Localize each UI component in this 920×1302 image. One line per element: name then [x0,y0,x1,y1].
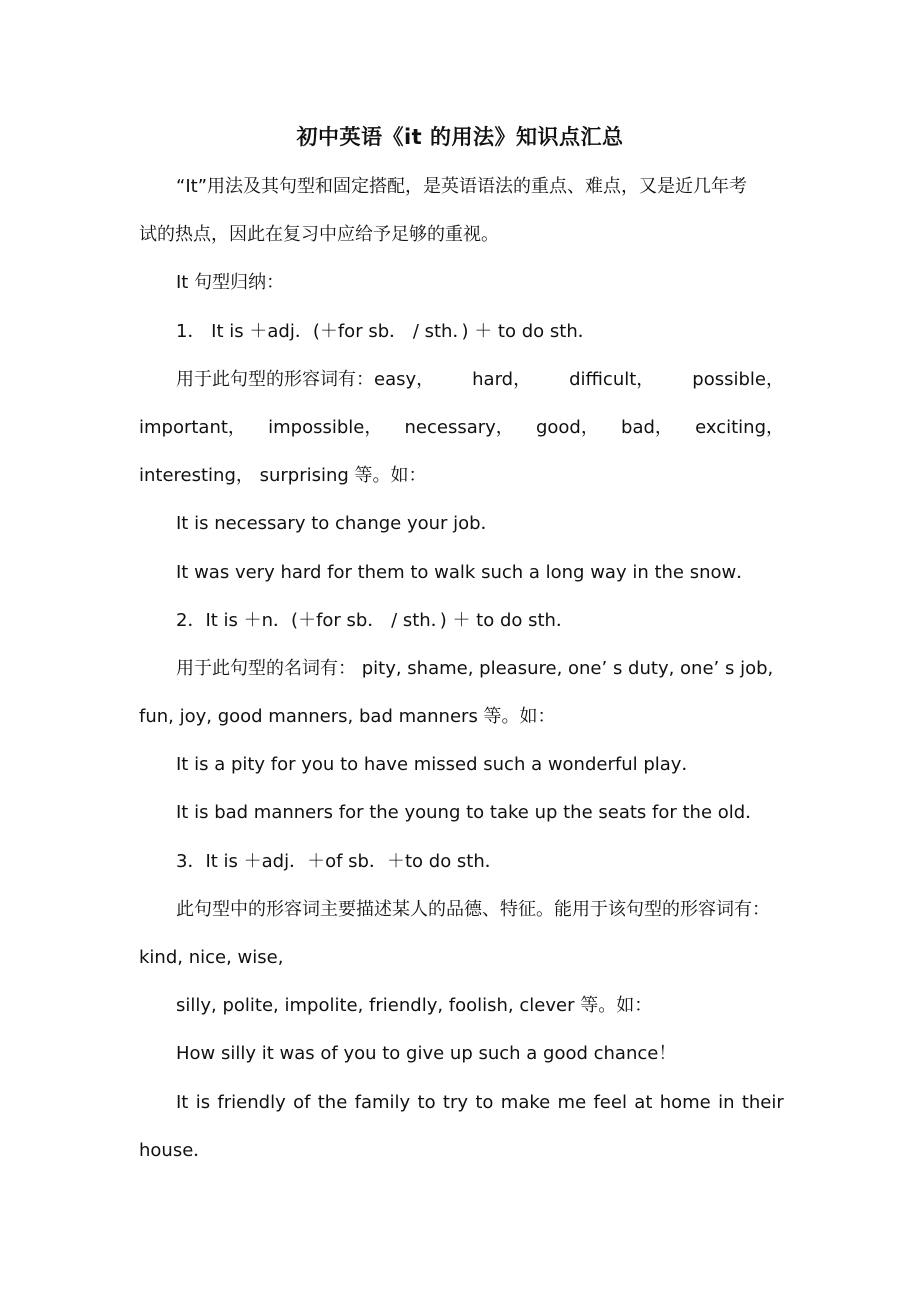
pattern-1-heading: 1． It is ＋adj．(＋for sb． / sth．) ＋ to do sth． [176,320,596,342]
word: their [741,1091,784,1113]
word: friendly [217,1091,286,1113]
word: It [176,1091,189,1113]
pattern-2-desc-line-2: fun, joy, good manners, bad manners 等。如： [139,706,556,728]
word: important， [139,416,246,438]
pattern-1-desc-line-3: interesting， surprising 等。如： [139,465,427,487]
word: me [557,1091,587,1113]
pattern-3-desc-line-3: silly, polite, impolite, friendly, foolish, clever 等。如： [176,995,653,1017]
word: bad， [621,416,673,438]
word: hard， [472,368,532,390]
pattern-2-desc-line-1: 用于此句型的名词有： pity, shame, pleasure, one’ s duty, one’ s job, [176,657,774,679]
pattern-3-example-2 [139,1084,784,1132]
page-title: 初中英语《it 的用法》知识点汇总 [296,125,624,149]
word: impossible， [268,416,383,438]
word: in [718,1091,735,1113]
pattern-2-example-1: It is a pity for you to have missed such a wonderful play． [176,754,700,776]
pattern-3-desc-line-1: 此句型中的形容词主要描述某人的品德、特征。能用于该句型的形容词有： [176,898,770,920]
word: of [293,1091,311,1113]
word: to [475,1091,494,1113]
word: is [195,1091,211,1113]
word: 用于此句型的形容词有：easy， [176,368,435,390]
pattern-1-desc-line-1 [139,361,784,409]
pattern-2-heading: 2．It is ＋n．(＋for sb． / sth．) ＋ to do sth． [176,609,574,631]
pattern-3-example-2-end: house． [139,1139,212,1161]
pattern-1-example-2: It was very hard for them to walk such a long way in the snow． [176,561,755,583]
section-heading: It 句型归纳： [176,272,285,294]
word: possible， [692,368,784,390]
word: at [634,1091,653,1113]
pattern-3-example-1: How silly it was of you to give up such a good chance！ [176,1043,677,1065]
word: the [317,1091,348,1113]
word: make [500,1091,551,1113]
pattern-2-example-2: It is bad manners for the young to take up the seats for the old． [176,802,764,824]
word: exciting， [695,416,784,438]
word: feel [593,1091,627,1113]
word: difficult， [569,368,655,390]
intro-line-2: 试的热点，因此在复习中应给予足够的重视。 [139,224,499,246]
word: home [659,1091,711,1113]
word: to [417,1091,436,1113]
pattern-1-desc-line-2 [139,409,784,457]
pattern-3-desc-line-2: kind, nice, wise, [139,947,284,968]
document-body [139,168,784,1180]
word: try [442,1091,469,1113]
word: family [354,1091,411,1113]
word: necessary， [404,416,514,438]
pattern-3-heading: 3．It is ＋adj．＋of sb．＋to do sth． [176,850,503,872]
pattern-1-example-1: It is necessary to change your job． [176,513,499,535]
intro-line-1: “It”用法及其句型和固定搭配，是英语语法的重点、难点，又是近几年考 [176,176,748,197]
word: good， [535,416,599,438]
